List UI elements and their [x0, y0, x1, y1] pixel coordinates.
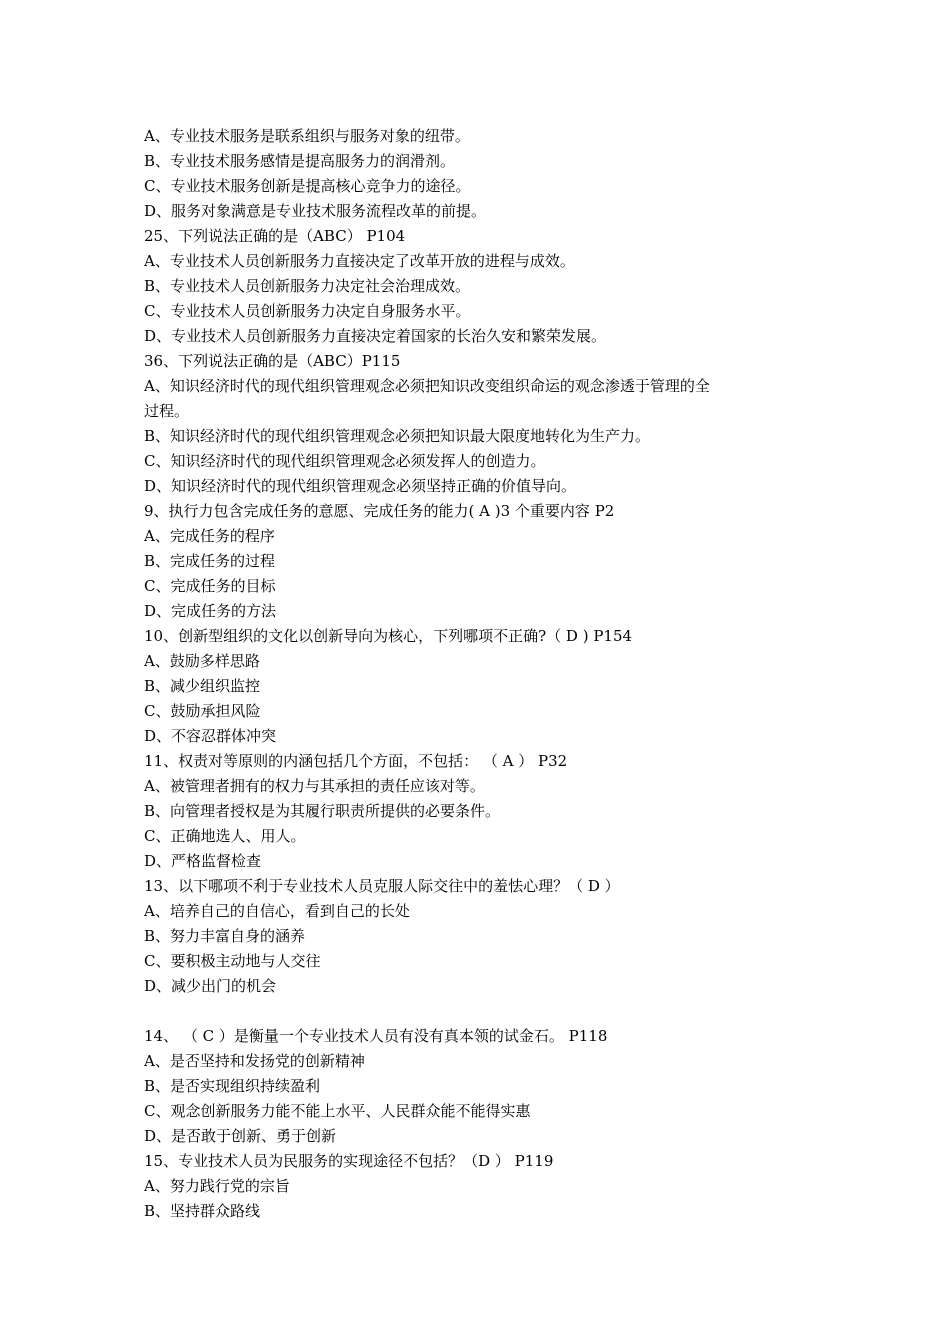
option-a: A、专业技术服务是联系组织与服务对象的纽带。 [144, 127, 470, 145]
option-b: B、减少组织监控 [144, 677, 261, 695]
option-b: B、专业技术人员创新服务力决定社会治理成效。 [144, 277, 471, 295]
option-d: D、是否敢于创新、勇于创新 [144, 1127, 337, 1145]
option-b: B、知识经济时代的现代组织管理观念必须把知识最大限度地转化为生产力。 [144, 427, 651, 445]
option-a: A、专业技术人员创新服务力直接决定了改革开放的进程与成效。 [144, 252, 575, 270]
question-11: 11、权责对等原则的内涵包括几个方面，不包括： （ A ） P32 [144, 752, 568, 770]
option-c: C、知识经济时代的现代组织管理观念必须发挥人的创造力。 [144, 452, 546, 470]
option-a: A、努力践行党的宗旨 [144, 1177, 290, 1195]
option-b: B、专业技术服务感情是提高服务力的润滑剂。 [144, 152, 456, 170]
option-a: A、是否坚持和发扬党的创新精神 [144, 1052, 365, 1070]
option-a: A、培养自己的自信心，看到自己的长处 [144, 902, 410, 920]
option-c: C、要积极主动地与人交往 [144, 952, 321, 970]
document-body [144, 124, 794, 1224]
option-d: D、不容忍群体冲突 [144, 727, 277, 745]
option-b: B、坚持群众路线 [144, 1202, 261, 1220]
option-c: C、专业技术人员创新服务力决定自身服务水平。 [144, 302, 471, 320]
question-10: 10、创新型组织的文化以创新导向为核心，下列哪项不正确?（ D ) P154 [144, 627, 633, 645]
option-b: B、努力丰富自身的涵养 [144, 927, 306, 945]
option-b: B、是否实现组织持续盈利 [144, 1077, 321, 1095]
question-13: 13、以下哪项不利于专业技术人员克服人际交往中的羞怯心理？（ D ） [144, 877, 620, 895]
option-b: B、向管理者授权是为其履行职责所提供的必要条件。 [144, 802, 501, 820]
question-15: 15、专业技术人员为民服务的实现途径不包括？（D ） P119 [144, 1152, 554, 1170]
option-b: B、完成任务的过程 [144, 552, 276, 570]
option-c: C、鼓励承担风险 [144, 702, 261, 720]
option-d: D、服务对象满意是专业技术服务流程改革的前提。 [144, 202, 487, 220]
option-a-continued: 过程。 [144, 402, 190, 420]
option-a: A、知识经济时代的现代组织管理观念必须把知识改变组织命运的观念渗透于管理的全 [144, 377, 710, 395]
question-9: 9、执行力包含完成任务的意愿、完成任务的能力( A )3 个重要内容 P2 [144, 502, 615, 520]
option-a: A、被管理者拥有的权力与其承担的责任应该对等。 [144, 777, 485, 795]
option-c: C、正确地选人、用人。 [144, 827, 306, 845]
option-d: D、知识经济时代的现代组织管理观念必须坚持正确的价值导向。 [144, 477, 577, 495]
option-a: A、完成任务的程序 [144, 527, 275, 545]
question-36: 36、下列说法正确的是（ABC）P115 [144, 352, 401, 370]
option-d: D、严格监督检查 [144, 852, 262, 870]
blank-line [144, 999, 794, 1024]
option-d: D、减少出门的机会 [144, 977, 277, 995]
option-c: C、完成任务的目标 [144, 577, 276, 595]
question-14: 14、 （ C ）是衡量一个专业技术人员有没有真本领的试金石。 P118 [144, 1027, 608, 1045]
option-c: C、专业技术服务创新是提高核心竞争力的途径。 [144, 177, 471, 195]
option-d: D、专业技术人员创新服务力直接决定着国家的长治久安和繁荣发展。 [144, 327, 607, 345]
option-d: D、完成任务的方法 [144, 602, 277, 620]
option-a: A、鼓励多样思路 [144, 652, 260, 670]
question-25: 25、下列说法正确的是（ABC） P104 [144, 227, 406, 245]
option-c: C、观念创新服务力能不能上水平、人民群众能不能得实惠 [144, 1102, 531, 1120]
